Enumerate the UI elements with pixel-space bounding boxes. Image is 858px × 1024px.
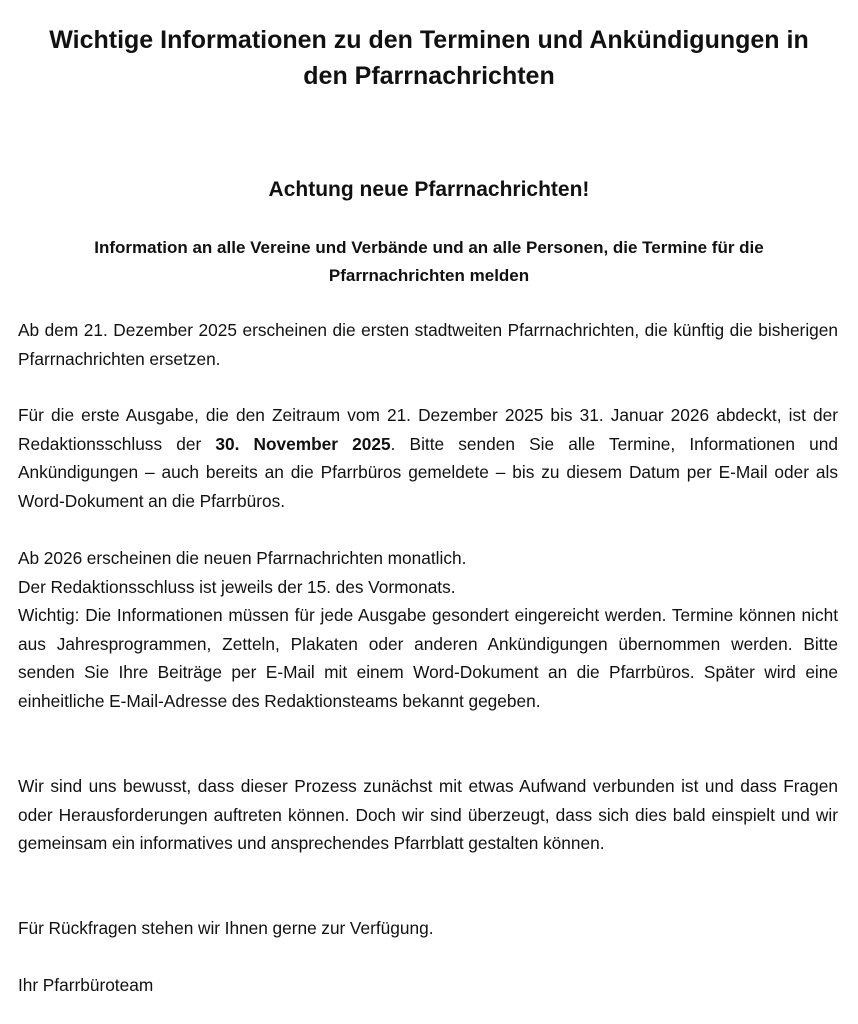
paragraph-monthly-publication [18, 544, 838, 716]
paragraph-first-edition [18, 401, 838, 515]
monthly-deadline-line: Der Redaktionsschluss ist jeweils der 15. des Vormonats. [18, 576, 456, 597]
editorial-deadline-date: 30. November 2025 [215, 433, 391, 454]
important-submission-text: Wichtig: Die Informationen müssen für jede Ausgabe gesondert eingereicht werden. Termine können nicht aus Jahresprogrammen, Zetteln, Plakaten oder anderen Ankündigungen übernommen werden. Bitte senden Sie Ihre Beiträge per E-Mail mit einem Word-Dokument an die Pfarrbüros. Später wird eine einheitliche E-Mail-Adresse des Redaktionsteams bekannt gegeben. [18, 605, 838, 711]
document-title: Wichtige Informationen zu den Terminen und Ankündigungen in den Pfarrnachrichten [49, 26, 809, 90]
first-edition-text-before: Für die erste Ausgabe, die den Zeitraum vom 21. Dezember 2025 bis 31. Januar 2026 abdeckt, ist der Redaktionsschluss der [18, 405, 838, 454]
monthly-publication-line: Ab 2026 erscheinen die neuen Pfarrnachrichten monatlich. [18, 548, 467, 568]
paragraph-process-notice: Wir sind uns bewusst, dass dieser Prozess zunächst mit etwas Aufwand verbunden ist und dass Fragen oder Herausforderungen auftreten können. Doch wir sind überzeugt, dass sich dies bald einspielt und wir gemeinsam ein informatives und ansprechendes Pfarrblatt gestalten können. [18, 776, 838, 854]
document-subtitle: Achtung neue Pfarrnachrichten! [268, 178, 590, 201]
paragraph-start-date: Ab dem 21. Dezember 2025 erscheinen die ersten stadtweiten Pfarrnachrichten, die künftig die bisherigen Pfarrnachrichten ersetzen. [18, 320, 838, 369]
first-edition-text-after: . Bitte senden Sie alle Termine, Informationen und Ankündigungen – auch bereits an die Pfarrbüros gemeldete – bis zu diesem Datum per E-Mail oder als Word-Dokument an die Pfarrbüros. [18, 433, 838, 511]
notice-heading: Information an alle Vereine und Verbände und an alle Personen, die Termine für die Pfarrnachrichten melden [94, 238, 764, 285]
signature: Ihr Pfarrbüroteam [18, 975, 154, 995]
paragraph-contact: Für Rückfragen stehen wir Ihnen gerne zur Verfügung. [18, 918, 434, 938]
